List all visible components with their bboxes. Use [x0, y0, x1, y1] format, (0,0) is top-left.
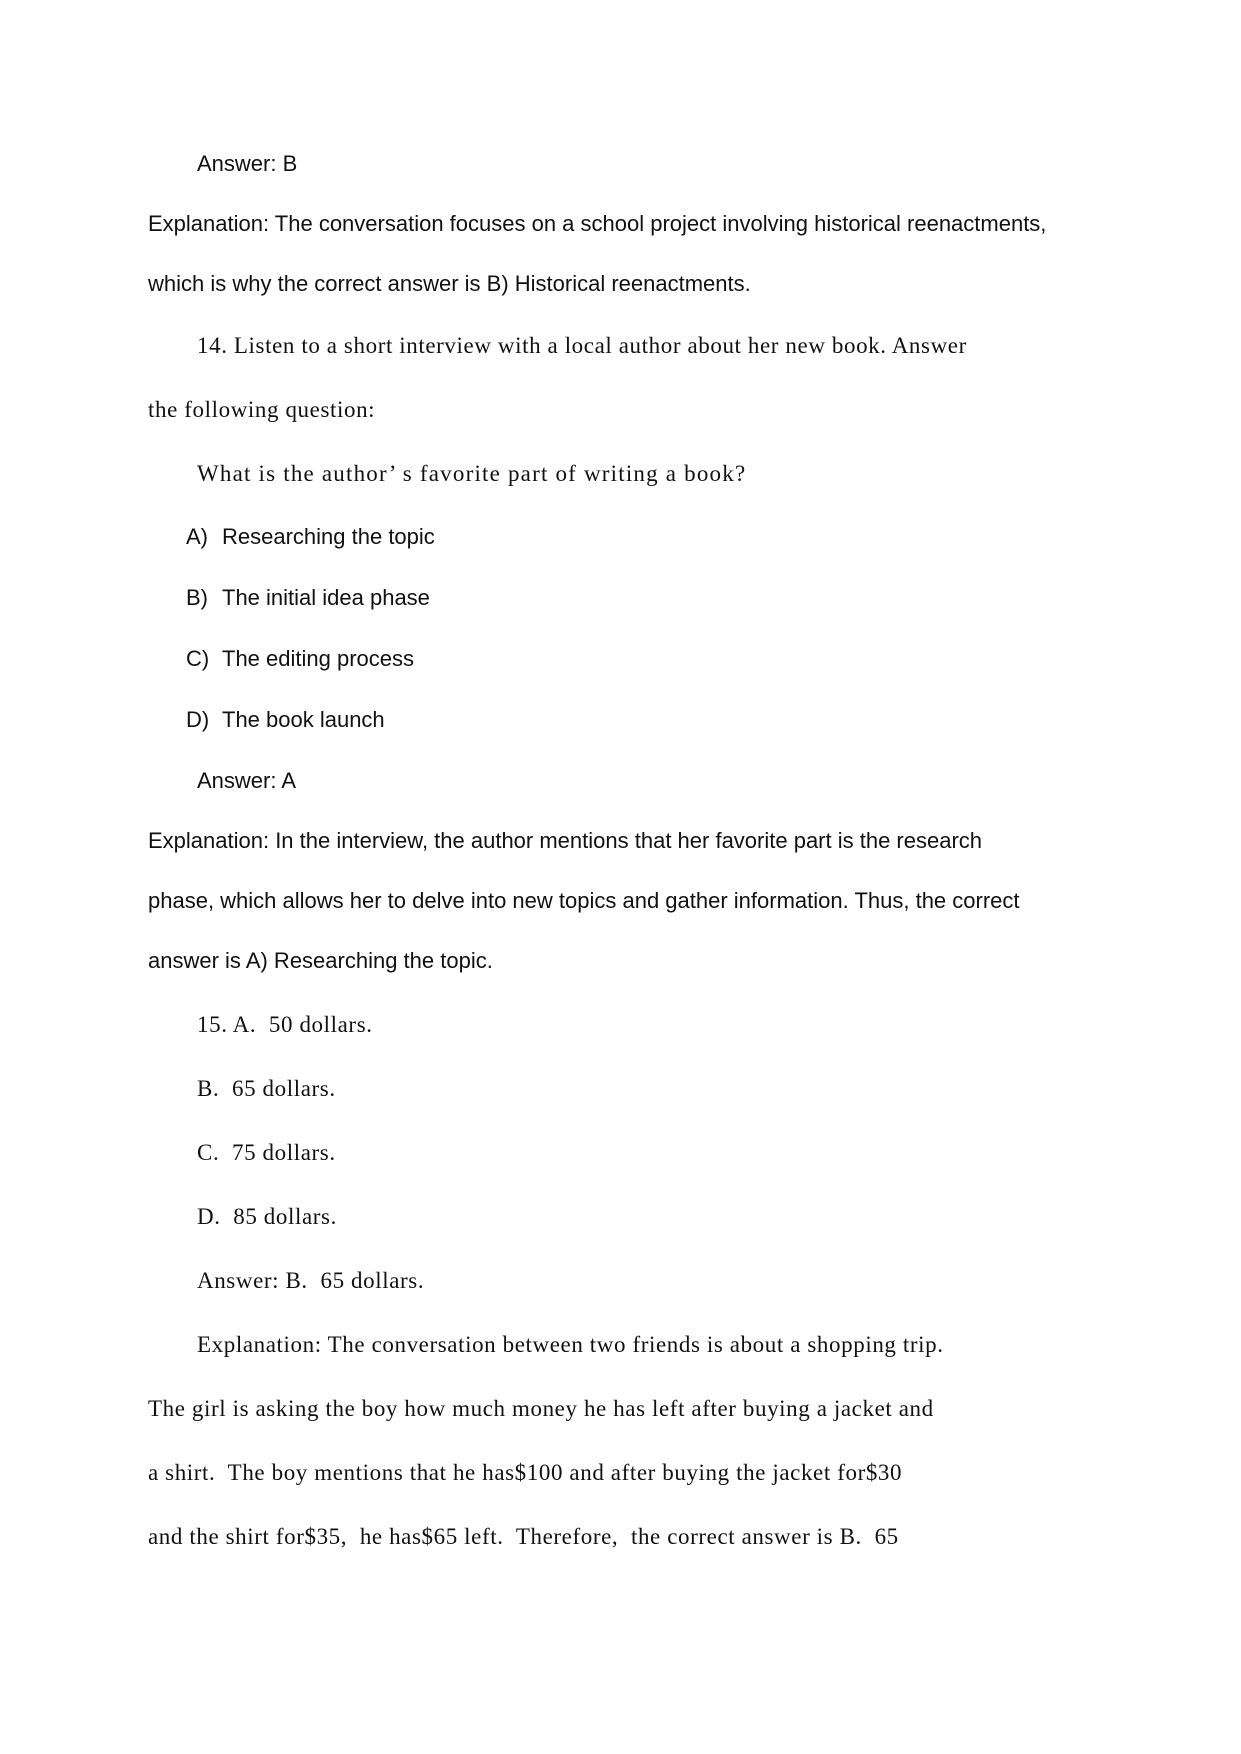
q15-explanation-line-2: The girl is asking the boy how much money he has left after buying a jacket and [148, 1396, 934, 1421]
q13-explanation-line-1: Explanation: The conversation focuses on a school project involving historical reenactments, [148, 211, 1047, 236]
q14-prompt-line-2: the following question: [148, 397, 376, 422]
option-letter: D) [186, 707, 210, 732]
q14-explanation-line-1: Explanation: In the interview, the author mentions that her favorite part is the research [148, 828, 983, 853]
option-text: The editing process [222, 646, 414, 671]
q14-prompt-line-1: 14. Listen to a short interview with a local author about her new book. Answer [197, 333, 967, 358]
option-text: The book launch [222, 707, 385, 732]
q15-explanation-line-1: Explanation: The conversation between two friends is about a shopping trip. [197, 1332, 944, 1357]
q15-option-d: D. 85 dollars. [197, 1204, 337, 1229]
q14-explanation-line-2: phase, which allows her to delve into new topics and gather information. Thus, the correct [148, 888, 1020, 913]
option-text: Researching the topic [222, 524, 435, 549]
q15-explanation-line-3: a shirt. The boy mentions that he has$100 and after buying the jacket for$30 [148, 1460, 903, 1485]
option-letter: C) [186, 646, 210, 671]
q15-answer: Answer: B. 65 dollars. [197, 1268, 425, 1293]
q14-question: What is the author’ s favorite part of writing a book? [197, 461, 747, 486]
q13-explanation-line-2: which is why the correct answer is B) Historical reenactments. [148, 271, 751, 296]
q14-explanation-line-3: answer is A) Researching the topic. [148, 948, 493, 973]
option-letter: A) [186, 524, 208, 549]
q15-option-c: C. 75 dollars. [197, 1140, 336, 1165]
option-text: The initial idea phase [222, 585, 430, 610]
q15-option-a: 15. A. 50 dollars. [197, 1012, 373, 1037]
q15-explanation-line-4: and the shirt for$35, he has$65 left. Therefore, the correct answer is B. 65 [148, 1524, 899, 1549]
option-letter: B) [186, 585, 208, 610]
q15-option-b: B. 65 dollars. [197, 1076, 336, 1101]
q13-answer: Answer: B [197, 151, 298, 176]
q14-answer: Answer: A [197, 768, 297, 793]
